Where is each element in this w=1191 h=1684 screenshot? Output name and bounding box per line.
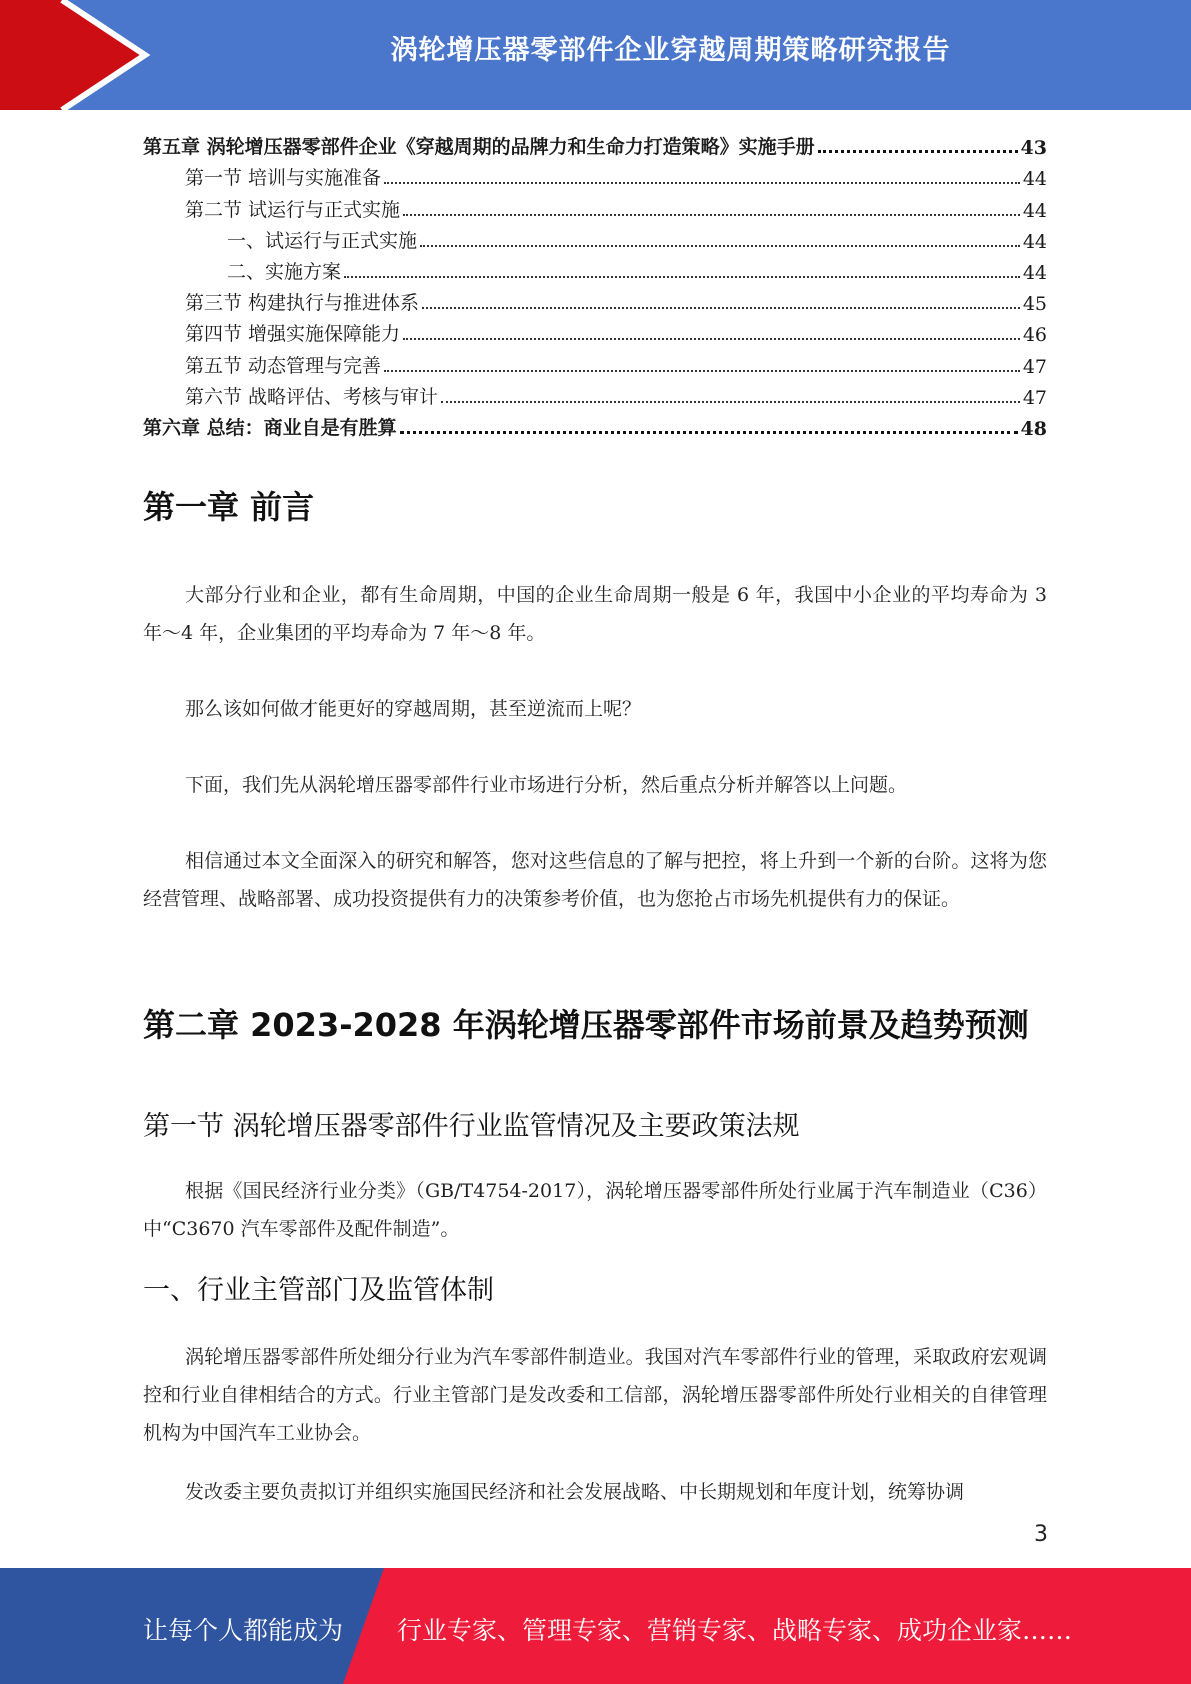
toc-entry-title: 第四节 增强实施保障能力 bbox=[185, 323, 401, 346]
paragraph: 发改委主要负责拟订并组织实施国民经济和社会发展战略、中长期规划和年度计划，统筹协调 bbox=[185, 1481, 965, 1503]
toc-dot-leader bbox=[818, 150, 1018, 153]
toc-entry[interactable] bbox=[143, 346, 1047, 377]
toc-entry-title: 第五章 涡轮增压器零部件企业《穿越周期的品牌力和生命力打造策略》实施手册 bbox=[143, 136, 815, 159]
toc-entry-page: 45 bbox=[1022, 293, 1047, 316]
toc-entry-title: 第一节 培训与实施准备 bbox=[185, 167, 382, 190]
page-footer bbox=[0, 1568, 1191, 1684]
toc-entry-page: 47 bbox=[1022, 386, 1047, 409]
toc-entry[interactable] bbox=[143, 190, 1047, 221]
toc-entry-title: 第六章 总结：商业自是有胜算 bbox=[143, 416, 397, 439]
toc-entry[interactable] bbox=[143, 315, 1047, 346]
toc-dot-leader bbox=[403, 214, 1020, 216]
toc-entry-page: 47 bbox=[1022, 355, 1047, 378]
toc-entry[interactable] bbox=[143, 409, 1047, 440]
toc-dot-leader bbox=[422, 307, 1020, 309]
toc-dot-leader bbox=[384, 370, 1020, 372]
toc-dot-leader bbox=[344, 276, 1020, 278]
toc-entry-title: 第二节 试运行与正式实施 bbox=[185, 198, 401, 221]
toc-dot-leader bbox=[420, 245, 1020, 247]
report-title: 涡轮增压器零部件企业穿越周期策略研究报告 bbox=[390, 35, 951, 66]
paragraph: 大部分行业和企业，都有生命周期，中国的企业生命周期一般是 6 年，我国中小企业的平均寿命为 3 年～4 年，企业集团的平均寿命为 7 年～8 年。 bbox=[143, 584, 1047, 644]
toc-entry-page: 44 bbox=[1022, 230, 1047, 253]
toc-entry-title: 第三节 构建执行与推进体系 bbox=[185, 292, 420, 315]
toc-entry-title: 一、试运行与正式实施 bbox=[227, 229, 418, 252]
toc-entry-page: 44 bbox=[1022, 199, 1047, 222]
toc-dot-leader bbox=[403, 338, 1020, 340]
toc-entry-page: 46 bbox=[1022, 324, 1047, 347]
subsection-title: 一、行业主管部门及监管体制 bbox=[143, 1275, 494, 1306]
toc-entry-page: 44 bbox=[1022, 168, 1047, 191]
toc-entry[interactable] bbox=[143, 159, 1047, 190]
toc-entry-title: 第五节 动态管理与完善 bbox=[185, 354, 382, 377]
toc-dot-leader bbox=[384, 182, 1020, 184]
toc-dot-leader bbox=[441, 401, 1020, 403]
toc-entry[interactable] bbox=[143, 128, 1047, 159]
footer-slogan-right: 行业专家、管理专家、营销专家、战略专家、成功企业家…… bbox=[397, 1616, 1073, 1645]
toc-entry[interactable] bbox=[143, 222, 1047, 253]
toc-entry-title: 第六节 战略评估、考核与审计 bbox=[185, 385, 439, 408]
paragraph: 下面，我们先从涡轮增压器零部件行业市场进行分析，然后重点分析并解答以上问题。 bbox=[185, 774, 908, 796]
page-header bbox=[0, 0, 1191, 110]
toc-entry-page: 44 bbox=[1022, 261, 1047, 284]
section-title: 第一节 涡轮增压器零部件行业监管情况及主要政策法规 bbox=[143, 1111, 800, 1142]
paragraph: 相信通过本文全面深入的研究和解答，您对这些信息的了解与把控，将上升到一个新的台阶。这将为您经营管理、战略部署、成功投资提供有力的决策参考价值，也为您抢占市场先机提供有力的保证。 bbox=[143, 850, 1047, 910]
footer-slogan-left: 让每个人都能成为 bbox=[143, 1616, 344, 1645]
paragraph: 涡轮增压器零部件所处细分行业为汽车零部件制造业。我国对汽车零部件行业的管理，采取政府宏观调控和行业自律相结合的方式。行业主管部门是发改委和工信部，涡轮增压器零部件所处行业相关的自律管理机构为中国汽车工业协会。 bbox=[143, 1346, 1047, 1444]
page-number: 3 bbox=[1034, 1522, 1048, 1547]
toc-entry[interactable] bbox=[143, 253, 1047, 284]
toc-entry[interactable] bbox=[143, 284, 1047, 315]
paragraph: 那么该如何做才能更好的穿越周期，甚至逆流而上呢？ bbox=[185, 698, 642, 720]
table-of-contents bbox=[143, 128, 1047, 440]
toc-entry[interactable] bbox=[143, 378, 1047, 409]
chapter-title: 第一章 前言 bbox=[143, 488, 315, 526]
chapter-title: 第二章 2023-2028 年涡轮增压器零部件市场前景及趋势预测 bbox=[143, 1006, 1029, 1044]
toc-dot-leader bbox=[400, 431, 1018, 434]
toc-entry-page: 43 bbox=[1020, 137, 1047, 160]
toc-entry-title: 二、实施方案 bbox=[227, 260, 342, 283]
paragraph: 根据《国民经济行业分类》（GB/T4754-2017），涡轮增压器零部件所处行业属于汽车制造业（C36）中“C3670 汽车零部件及配件制造”。 bbox=[143, 1180, 1047, 1240]
toc-entry-page: 48 bbox=[1020, 417, 1047, 440]
